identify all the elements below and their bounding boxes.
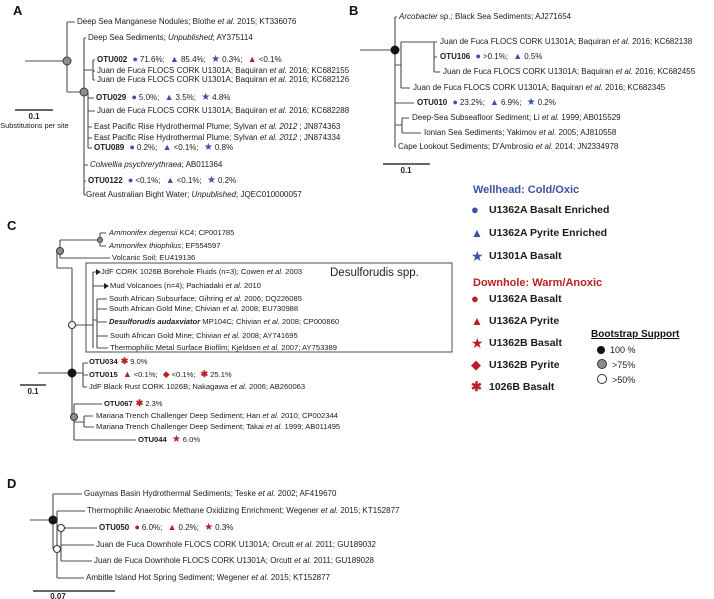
label-segment: et al. xyxy=(223,331,241,340)
tree-tip-label xyxy=(443,66,695,77)
label-segment: 2016; KC682288 xyxy=(286,106,350,115)
aster-icon: ✱ xyxy=(471,379,482,394)
label-segment: Juan de Fuca FLOCS CORK U1301A; Baquiran xyxy=(440,37,613,46)
label-segment: 2007; AY753389 xyxy=(279,343,337,352)
bootstrap-black-circle-icon xyxy=(597,346,605,354)
bootstrap-node-open xyxy=(58,525,65,532)
bootstrap-node-gray xyxy=(57,248,64,255)
label-segment: Juan de Fuca FLOCS CORK U1301A; Baquiran xyxy=(97,106,270,115)
label-segment: et al. xyxy=(262,411,279,420)
red-star-symbol: ★ xyxy=(204,522,214,533)
tree-tip-label xyxy=(398,141,618,152)
label-segment: 9.0% xyxy=(130,357,148,366)
label-segment: KC4; CP001785 xyxy=(177,228,235,237)
label-segment: 2015; KT152877 xyxy=(268,573,331,582)
legend-section-title: Wellhead: Cold/Oxic xyxy=(473,184,580,196)
scale-label-b: 0.1 xyxy=(400,166,412,175)
label-segment: 0.3%; xyxy=(222,55,245,64)
panel-label-b: B xyxy=(349,3,359,18)
tree-tip-label xyxy=(94,121,340,132)
bootstrap-item-label: >50% xyxy=(612,375,636,385)
bootstrap-open-circle-icon xyxy=(597,374,607,384)
label-segment: 2008; EU730988 xyxy=(239,304,299,313)
bootstrap-node-gray xyxy=(63,57,71,65)
collapsed-clade-icon xyxy=(104,283,109,289)
label-segment: et al. xyxy=(263,317,280,326)
label-segment: Thermophilic Metal Surface Biofilm; Kjeldsen xyxy=(110,343,263,352)
legend-item-label: U1362A Basalt Enriched xyxy=(489,204,610,216)
otu-tip-label xyxy=(89,369,232,380)
label-segment: Volcanic Soil; EU419136 xyxy=(112,253,196,262)
label-segment: <0.1%; xyxy=(133,370,160,379)
label-segment: Juan de Fuca Downhole FLOCS CORK U1301A; Orcutt xyxy=(96,540,297,549)
label-segment: OTU089 xyxy=(94,143,127,152)
triangle-icon: ▲ xyxy=(471,314,483,328)
bootstrap-node-black xyxy=(68,369,76,377)
bootstrap-gray-circle-icon xyxy=(597,359,607,369)
label-segment: 6.9%; xyxy=(500,98,524,107)
label-segment: 23.2%; xyxy=(459,98,488,107)
label-segment: <0.1%; xyxy=(135,176,163,185)
label-segment: JdF Black Rust CORK 1026B; Nakagawa xyxy=(89,382,231,391)
label-segment: et al. xyxy=(535,142,553,151)
label-segment: 85.4%; xyxy=(180,55,209,64)
label-segment: <0.1%; xyxy=(171,370,198,379)
legend-item xyxy=(471,313,559,329)
label-segment: 2016; KC682155 xyxy=(286,66,350,75)
panel-label-a: A xyxy=(13,3,23,18)
label-segment: 1999; AB015529 xyxy=(559,113,621,122)
tree-tip-label xyxy=(399,11,571,22)
tree-tip-label xyxy=(96,539,376,550)
blue-star-symbol: ★ xyxy=(203,142,213,153)
bootstrap-legend-item xyxy=(597,359,635,371)
triangle-icon: ▲ xyxy=(471,226,483,240)
label-segment: et al. xyxy=(265,422,283,431)
label-segment: ; AY375114 xyxy=(212,33,253,42)
tree-tip-label xyxy=(110,330,298,341)
star-icon: ★ xyxy=(471,335,484,351)
tree-tip-label xyxy=(110,342,337,353)
legend-item-label: U1362B Basalt xyxy=(489,337,562,349)
label-segment: Mariana Trench Challenger Deep Sediment; Takai xyxy=(96,422,266,431)
label-segment: Mud Volcanoes (n=4); Pachiadaki xyxy=(110,281,226,290)
label-segment: 2010 xyxy=(241,281,261,290)
label-segment: 2015; KT152877 xyxy=(338,506,400,515)
legend-item-label: U1362A Pyrite Enriched xyxy=(489,227,608,239)
label-segment: OTU044 xyxy=(138,435,169,444)
blue-circle-symbol: ● xyxy=(127,175,134,185)
bootstrap-node-gray xyxy=(98,238,103,243)
scale-label-c: 0.1 xyxy=(27,387,39,396)
label-segment: 0.2% xyxy=(217,176,237,185)
red-triangle-symbol: ▲ xyxy=(122,369,132,379)
scale-label-d: 0.07 xyxy=(50,592,66,599)
tree-tip-label xyxy=(77,16,296,27)
label-segment: 2003 xyxy=(283,267,303,276)
label-segment: et al. xyxy=(269,75,287,84)
tree-tip-label xyxy=(94,555,374,566)
label-segment: ; EF554597 xyxy=(181,241,221,250)
tree-tip-label xyxy=(88,32,253,43)
red-aster-symbol: ✱ xyxy=(135,398,144,408)
label-segment: et al. xyxy=(269,106,287,115)
otu-tip-label xyxy=(99,522,233,533)
label-segment: 0.8% xyxy=(214,143,234,152)
tree-tip-label xyxy=(109,240,220,251)
legend-item xyxy=(471,335,562,351)
bootstrap-node-open xyxy=(54,546,61,553)
label-segment: Deep-Sea Subseafloor Sediment; Li xyxy=(412,113,542,122)
label-segment: et al. xyxy=(225,281,242,290)
label-segment: et al. xyxy=(251,573,269,582)
tree-tip-label xyxy=(412,112,621,123)
label-segment: MP104C; Chivian xyxy=(200,317,264,326)
label-segment: 25.1% xyxy=(210,370,232,379)
label-segment: Arcobacter xyxy=(399,12,438,21)
label-segment: ; JQEC010000057 xyxy=(236,190,302,199)
blue-circle-symbol: ● xyxy=(475,51,481,61)
otu-tip-label xyxy=(417,97,556,108)
bootstrap-item-label: 100 % xyxy=(610,345,636,355)
otu-tip-label xyxy=(89,356,148,367)
label-segment: Thermophilic Anaerobic Methane Oxidizing Enrichment; Wegener xyxy=(87,506,321,515)
label-segment: et al. xyxy=(262,343,280,352)
label-segment: et al. xyxy=(222,304,240,313)
label-segment: 2008; CP000860 xyxy=(279,317,340,326)
label-segment: OTU010 xyxy=(417,98,450,107)
label-segment: East Pacific Rise Hydrothermal Plume; Sylvan xyxy=(94,122,260,131)
label-segment: OTU067 xyxy=(104,399,133,408)
red-aster-symbol: ✱ xyxy=(200,369,209,379)
label-segment: 2014; JN2334978 xyxy=(552,142,619,151)
label-segment: <0.1%; xyxy=(173,143,201,152)
label-segment: 0.2% xyxy=(537,98,556,107)
label-segment: Great Australian Bight Water; xyxy=(86,190,192,199)
red-triangle-symbol: ▲ xyxy=(247,54,257,64)
label-segment: et al. xyxy=(258,489,276,498)
tree-tip-label xyxy=(96,421,340,432)
label-segment: et al. xyxy=(538,128,557,137)
tree-tip-label xyxy=(440,36,692,47)
label-segment: Unpublished xyxy=(168,33,213,42)
bootstrap-node-black xyxy=(391,46,399,54)
label-segment: <0.1% xyxy=(258,55,282,64)
label-segment: et al. xyxy=(320,506,339,515)
legend-item xyxy=(471,202,609,218)
label-segment: et al. xyxy=(230,382,247,391)
label-segment: Ammonifex degensii xyxy=(109,228,178,237)
blue-star-symbol: ★ xyxy=(206,175,216,186)
label-segment: Colwellia psychrerythraea xyxy=(90,160,182,169)
legend-item xyxy=(471,291,562,307)
circle-icon: ● xyxy=(471,291,479,306)
label-segment: ; JN874363 xyxy=(297,122,341,131)
otu-tip-label xyxy=(88,175,236,186)
tree-tip-label xyxy=(97,105,349,116)
label-segment: et al. xyxy=(615,67,633,76)
label-segment: et al. xyxy=(294,556,312,565)
label-segment: Juan de Fuca FLOCS CORK U1301A; Baquiran xyxy=(97,75,270,84)
red-diamond-symbol: ◆ xyxy=(162,369,170,379)
legend-item xyxy=(471,357,560,373)
bootstrap-node-gray xyxy=(80,88,88,96)
blue-triangle-symbol: ▲ xyxy=(170,54,179,64)
red-circle-symbol: ● xyxy=(134,522,140,532)
label-segment: 71.6%; xyxy=(139,55,168,64)
label-segment: Deep Sea Manganese Nodules; Blothe xyxy=(77,17,218,26)
tree-tip-label xyxy=(101,266,302,277)
label-segment: ; AB011364 xyxy=(181,160,223,169)
legend-item-label: U1362A Pyrite xyxy=(489,315,560,327)
label-segment: 0.2%; xyxy=(136,143,160,152)
bootstrap-node-black xyxy=(49,516,57,524)
diamond-icon: ◆ xyxy=(471,357,481,372)
label-segment: 2016; KC682455 xyxy=(632,67,696,76)
label-segment: 2016; KC682345 xyxy=(602,83,666,92)
blue-star-symbol: ★ xyxy=(526,97,536,108)
label-segment: 2015; KT336076 xyxy=(234,17,297,26)
tree-tip-label xyxy=(109,227,234,238)
label-segment: East Pacific Rise Hydrothermal Plume; Sylvan xyxy=(94,133,260,142)
label-segment: JdF CORK 1026B Borehole Fluids (n=3); Cowen xyxy=(101,267,267,276)
label-segment: 0.2%; xyxy=(178,523,202,532)
label-segment: Ammonifex thiophilus xyxy=(109,241,182,250)
label-segment: Juan de Fuca FLOCS CORK U1301A; Baquiran xyxy=(443,67,616,76)
panel-label-d: D xyxy=(7,476,17,491)
scale-caption-a: Substitutions per site xyxy=(0,121,69,130)
blue-circle-symbol: ● xyxy=(129,142,135,152)
bootstrap-node-open xyxy=(69,322,76,329)
label-segment: OTU002 xyxy=(97,55,130,64)
star-icon: ★ xyxy=(471,248,484,264)
label-segment: et al. xyxy=(217,17,235,26)
label-segment: Juan de Fuca FLOCS CORK U1301A; Baquiran xyxy=(97,66,270,75)
label-segment: OTU029 xyxy=(96,93,129,102)
label-segment: Ambitle Island Hot Spring Sediment; Wegener xyxy=(86,573,252,582)
label-segment: et al. 2012 xyxy=(259,122,298,131)
red-star-symbol: ★ xyxy=(171,434,181,445)
label-segment: 5.0%; xyxy=(138,93,162,102)
label-segment: 2005; AJ810558 xyxy=(556,128,617,137)
label-segment: Cape Lookout Sediments; D'Ambrosio xyxy=(398,142,536,151)
label-segment: Ionian Sea Sediments; Yakimov xyxy=(424,128,539,137)
red-triangle-symbol: ▲ xyxy=(167,522,177,532)
label-segment: OTU050 xyxy=(99,523,132,532)
label-segment: et al. xyxy=(612,37,630,46)
scale-label-a: 0.1 xyxy=(28,112,40,121)
label-segment: 0.5% xyxy=(524,52,543,61)
panel-label-c: C xyxy=(7,218,17,233)
label-segment: 3.5%; xyxy=(175,93,199,102)
label-segment: Juan de Fuca Downhole FLOCS CORK U1301A; Orcutt xyxy=(94,556,295,565)
legend-item-label: U1301A Basalt xyxy=(489,250,562,262)
blue-triangle-symbol: ▲ xyxy=(162,142,172,152)
label-segment: 2002; AF419670 xyxy=(275,489,337,498)
label-segment: 1999; AB011495 xyxy=(282,422,341,431)
label-segment: 2011; GU189032 xyxy=(313,540,377,549)
otu-tip-label xyxy=(94,142,233,153)
label-segment: South African Gold Mine; Chivian xyxy=(109,304,223,313)
bootstrap-item-label: >75% xyxy=(612,360,636,370)
legend-item-label: 1026B Basalt xyxy=(489,381,555,393)
label-segment: 2010; CP002344 xyxy=(278,411,338,420)
label-segment: et al. xyxy=(266,267,284,276)
otu-tip-label xyxy=(104,398,163,409)
tree-tip-label xyxy=(89,381,305,392)
label-segment: et al. xyxy=(541,113,560,122)
tree-tip-label xyxy=(90,159,222,170)
label-segment: OTU106 xyxy=(440,52,473,61)
blue-circle-symbol: ● xyxy=(132,54,138,64)
otu-tip-label xyxy=(440,51,542,62)
label-segment: ; JN874334 xyxy=(297,133,341,142)
blue-triangle-symbol: ▲ xyxy=(490,97,499,107)
label-segment: 6.0% xyxy=(182,435,201,444)
bootstrap-legend-item xyxy=(597,344,636,356)
label-segment: et al. xyxy=(225,294,242,303)
red-aster-symbol: ✱ xyxy=(120,356,129,366)
label-segment: 2006; DQ226085 xyxy=(241,294,302,303)
blue-star-symbol: ★ xyxy=(211,54,221,65)
blue-star-symbol: ★ xyxy=(201,92,211,103)
legend-item xyxy=(471,379,554,395)
legend-item-label: U1362A Basalt xyxy=(489,293,562,305)
blue-circle-symbol: ● xyxy=(452,97,458,107)
label-segment: sp.; Black Sea Sediments; AJ271654 xyxy=(437,12,572,21)
label-segment: 2011; GU189028 xyxy=(311,556,375,565)
label-segment: South African Subsurface; Gihring xyxy=(109,294,226,303)
blue-circle-symbol: ● xyxy=(131,92,137,102)
label-segment: <0.1%; xyxy=(176,176,204,185)
label-segment: Mariana Trench Challenger Deep Sediment; Han xyxy=(96,411,263,420)
label-segment: 2.3% xyxy=(145,399,163,408)
tree-tip-label xyxy=(86,572,330,583)
label-segment: 6.0%; xyxy=(141,523,165,532)
label-segment: OTU015 xyxy=(89,370,120,379)
label-segment: Guaymas Basin Hydrothermal Sediments; Teske xyxy=(84,489,259,498)
bootstrap-node-gray xyxy=(71,414,78,421)
blue-triangle-symbol: ▲ xyxy=(164,92,174,102)
tree-tip-label xyxy=(413,82,665,93)
label-segment: et al. 2012 xyxy=(259,133,298,142)
legend-item-label: U1362B Pyrite xyxy=(489,359,560,371)
tree-tip-label xyxy=(110,280,261,291)
tree-tip-label xyxy=(97,74,349,85)
blue-triangle-symbol: ▲ xyxy=(513,51,523,61)
tree-tip-label xyxy=(424,127,616,138)
label-segment: OTU034 xyxy=(89,357,118,366)
label-segment: et al. xyxy=(296,540,314,549)
tree-tip-label xyxy=(96,410,338,421)
label-segment: Juan de Fuca FLOCS CORK U1301A; Baquiran xyxy=(413,83,586,92)
label-segment: Unpublished xyxy=(191,190,237,199)
tree-tip-label xyxy=(84,488,336,499)
panel-a-tree xyxy=(15,22,95,195)
otu-tip-label xyxy=(109,316,339,327)
label-segment: 0.3% xyxy=(215,523,234,532)
bootstrap-support-title: Bootstrap Support xyxy=(591,329,680,340)
label-segment: Desulforudis audaxviator xyxy=(109,317,201,326)
tree-tip-label xyxy=(109,303,298,314)
label-segment: et al. xyxy=(585,83,603,92)
label-segment: 4.8% xyxy=(212,93,231,102)
circle-icon: ● xyxy=(471,202,479,217)
label-segment: 2008; AY741695 xyxy=(240,331,298,340)
label-segment: et al. xyxy=(269,66,287,75)
blue-triangle-symbol: ▲ xyxy=(165,175,175,185)
tree-tip-label xyxy=(112,252,195,263)
otu-tip-label xyxy=(97,54,282,65)
label-segment: 2016; KC682138 xyxy=(629,37,693,46)
otu-tip-label xyxy=(138,434,200,445)
label-segment: OTU0122 xyxy=(88,176,125,185)
tree-tip-label xyxy=(87,505,399,516)
otu-tip-label xyxy=(96,92,230,103)
label-segment: South African Gold Mine; Chivian xyxy=(110,331,224,340)
clade-box-label: Desulforudis spp. xyxy=(330,267,419,279)
label-segment: >0.1%; xyxy=(482,52,511,61)
label-segment: 2006; AB260063 xyxy=(246,382,306,391)
legend-item xyxy=(471,248,562,264)
legend-section-title: Downhole: Warm/Anoxic xyxy=(473,277,603,289)
legend-item xyxy=(471,225,607,241)
tree-tip-label xyxy=(86,189,302,200)
label-segment: Deep Sea Sediments; xyxy=(88,33,169,42)
label-segment: 2016; KC682126 xyxy=(286,75,350,84)
bootstrap-legend-item xyxy=(597,374,635,386)
